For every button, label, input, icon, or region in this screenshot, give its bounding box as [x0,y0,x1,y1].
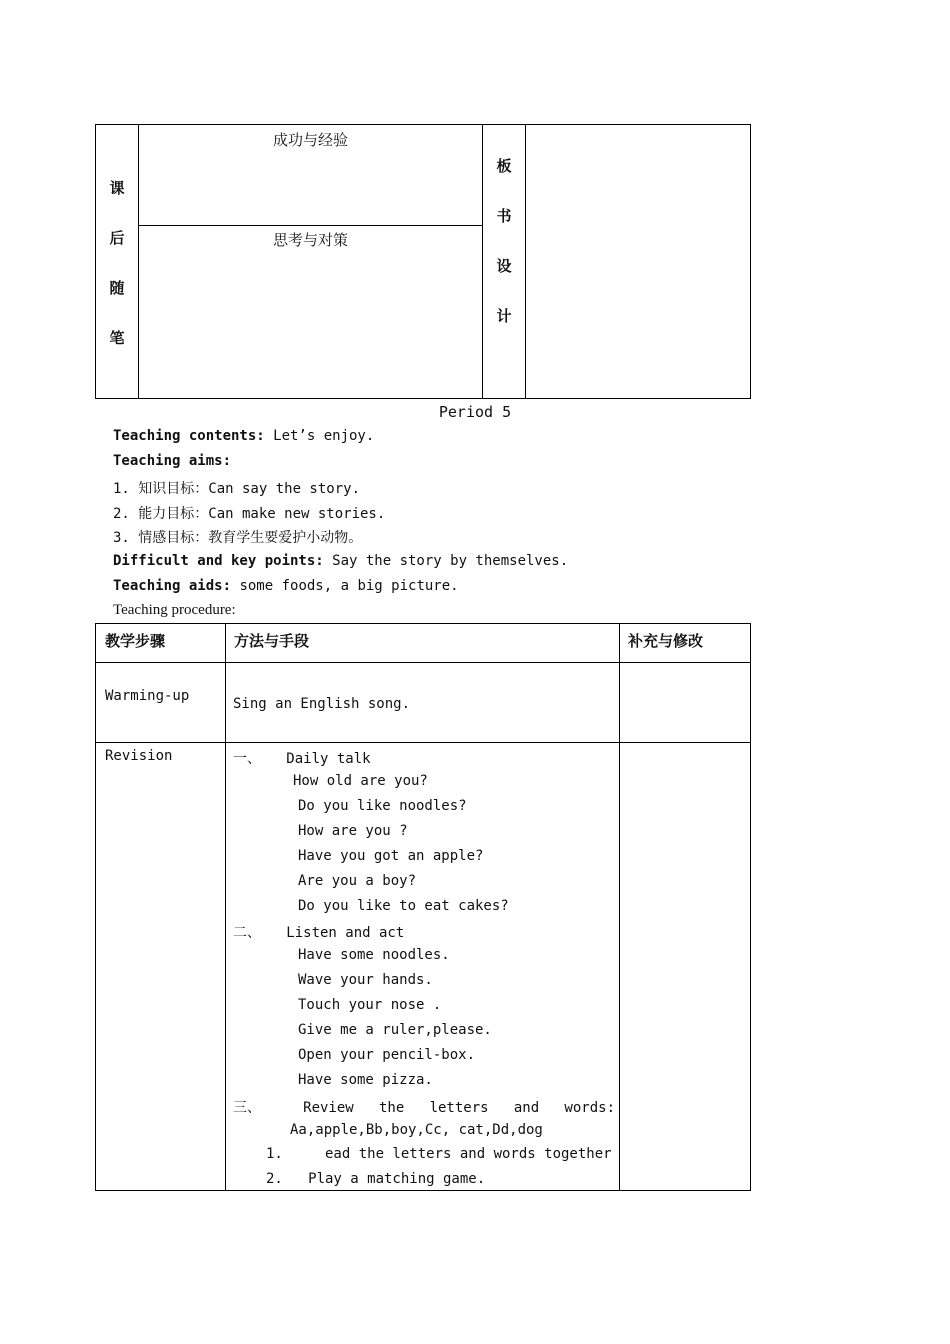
warmup-step: Warming-up [105,688,190,704]
revision-line: Have you got an apple? [298,848,484,864]
contents-value: Let’s enjoy. [264,428,375,444]
aims-label [113,453,231,469]
divider [139,225,482,226]
difficult-points [113,553,568,569]
success-title: 成功与经验 [272,131,348,149]
revision-line: 一、 Daily talk [233,751,371,767]
teaching-aids [113,578,459,594]
column-divider [225,624,226,1190]
revision-line: Are you a boy? [298,873,417,889]
aim-item: 3. 情感目标：教育学生要爱护小动物。 [113,530,363,546]
teaching-contents [113,428,374,444]
header-notes: 补充与修改 [628,632,704,650]
aim-item: 2. 能力目标：Can make new stories. [113,506,386,522]
warmup-method: Sing an English song. [233,696,411,712]
label-char: 随 [109,279,125,297]
revision-line: Aa,apple,Bb,boy,Cc, cat,Dd,dog [290,1122,543,1138]
contents-label: Teaching contents: [113,428,265,444]
board-design-cell [526,125,752,398]
revision-line: Have some pizza. [298,1072,433,1088]
revision-step: Revision [105,748,173,764]
row-divider [96,662,750,663]
row-divider [96,742,750,743]
revision-line: How old are you? [293,773,428,789]
revision-line: Touch your nose . [298,997,442,1013]
after-class-notes-label [96,177,138,377]
label-char: 板 [496,157,512,175]
revision-line: Open your pencil-box. [298,1047,476,1063]
period-title: Period 5 [438,403,512,421]
board-design-label [483,155,525,355]
revision-line: 2. Play a matching game. [266,1171,486,1187]
after-class-notes-label-cell [96,125,139,398]
revision-line: Give me a ruler,please. [298,1022,492,1038]
difficult-label: Difficult and key points: [113,553,324,569]
label-char: 后 [109,229,125,247]
label-char: 书 [496,207,512,225]
aids-value: some foods, a big picture. [231,578,459,594]
header-step: 教学步骤 [105,632,166,650]
header-method: 方法与手段 [234,632,310,650]
column-divider [619,624,620,1190]
label-char: 课 [109,179,125,197]
board-design-label-cell [483,125,526,398]
reflection-table [95,124,751,399]
label-char: 设 [496,257,512,275]
revision-line: How are you ? [298,823,408,839]
revision-line: Have some noodles. [298,947,450,963]
revision-line: Do you like to eat cakes? [298,898,509,914]
revision-line: Wave your hands. [298,972,433,988]
revision-line: 三、 Review the letters and words: [233,1100,616,1116]
revision-line: Do you like noodles? [298,798,467,814]
aids-label: Teaching aids: [113,578,232,594]
revision-line: 二、 Listen and act [233,925,405,941]
label-char: 笔 [109,329,125,347]
difficult-value: Say the story by themselves. [323,553,569,569]
label-char: 计 [496,307,512,325]
aim-item: 1. 知识目标：Can say the story. [113,481,361,497]
reflection-content-cell [139,125,483,398]
think-title: 思考与对策 [272,231,348,249]
procedure-table [95,623,751,1191]
procedure-label: Teaching procedure: [113,602,236,618]
aims-label-text: Teaching aims: [113,453,232,469]
revision-line: 1. ead the letters and words together [266,1146,612,1162]
